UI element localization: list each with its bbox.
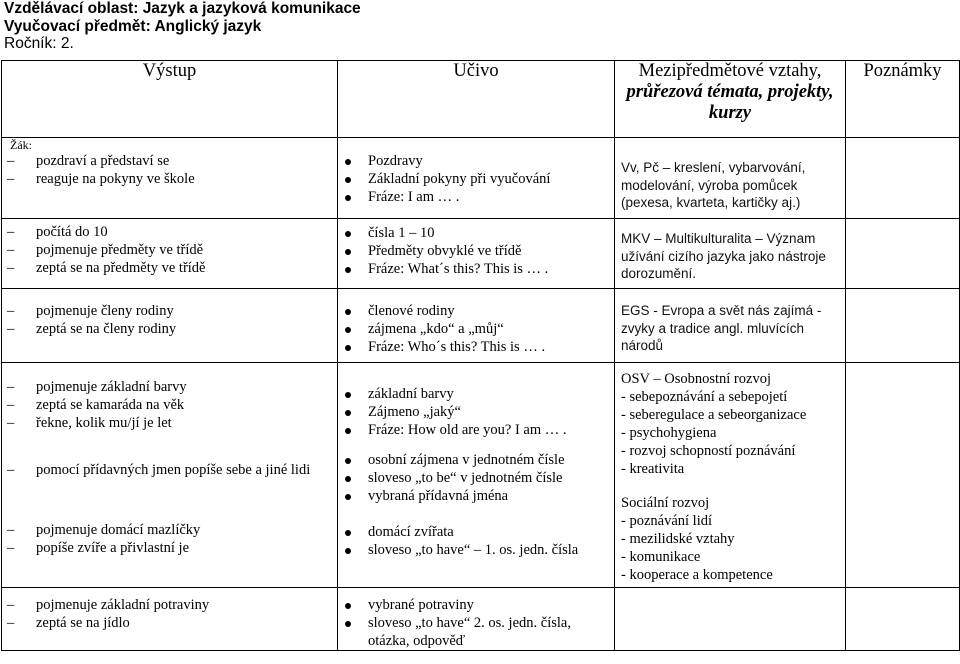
text-osv bbox=[615, 370, 845, 478]
text-line: EGS - Evropa a svět nás zajímá - bbox=[621, 303, 822, 318]
list-item: – pojmenuje základní potraviny bbox=[2, 596, 337, 614]
col-header-poznamky: Poznámky bbox=[846, 61, 960, 138]
curriculum-table bbox=[1, 60, 960, 651]
list-item: Zájmeno „jaký“ bbox=[338, 403, 614, 421]
list-ucivo bbox=[338, 385, 614, 439]
table-row bbox=[2, 363, 960, 588]
cell-poznamky bbox=[846, 138, 960, 219]
text-mezipredmetove bbox=[615, 159, 845, 212]
list-item: – pojmenuje základní barvy bbox=[2, 378, 337, 396]
list-item: – zeptá se na předměty ve třídě bbox=[2, 259, 337, 277]
text-line: - sebepoznávání a sebepojetí bbox=[621, 389, 788, 405]
list-ucivo bbox=[338, 451, 614, 505]
cell-ucivo bbox=[338, 289, 615, 363]
list-item: – zeptá se kamaráda na věk bbox=[2, 396, 337, 414]
list-item: zájmena „kdo“ a „můj“ bbox=[338, 320, 614, 338]
col-header-line: Mezipředmětové vztahy, bbox=[638, 61, 822, 81]
list-item: – popíše zvíře a přivlastní je bbox=[2, 539, 337, 557]
list-item: Pozdravy bbox=[338, 152, 614, 170]
list-item: Fráze: Who´s this? This is … . bbox=[338, 338, 614, 356]
list-item: – pojmenuje členy rodiny bbox=[2, 302, 337, 320]
list-item: vybraná přídavná jména bbox=[338, 487, 614, 505]
document-header bbox=[4, 0, 361, 53]
list-vystup bbox=[2, 223, 337, 277]
list-vystup bbox=[2, 521, 337, 557]
table-row bbox=[2, 588, 960, 651]
list-vystup bbox=[2, 152, 337, 188]
list-item-continuation: otázka, odpověď bbox=[368, 633, 466, 649]
list-item: sloveso „to be“ v jednotném čísle bbox=[338, 469, 614, 487]
text-line: Sociální rozvoj bbox=[621, 495, 710, 511]
table-row bbox=[2, 289, 960, 363]
cell-mezipredmetove bbox=[615, 219, 846, 289]
text-line: - psychohygiena bbox=[621, 425, 717, 441]
col-header-line: kurzy bbox=[708, 103, 752, 123]
list-item: – pomocí přídavných jmen popíše sebe a jiné lidi bbox=[2, 461, 337, 479]
list-vystup bbox=[2, 596, 337, 632]
text-line: - mezilidské vztahy bbox=[621, 531, 735, 547]
list-item: – pojmenuje domácí mazlíčky bbox=[2, 521, 337, 539]
list-item: – zeptá se na jídlo bbox=[2, 614, 337, 632]
cell-poznamky bbox=[846, 289, 960, 363]
table-row bbox=[2, 138, 960, 219]
list-item: – zeptá se na členy rodiny bbox=[2, 320, 337, 338]
text-line: - komunikace bbox=[621, 549, 701, 565]
cell-vystup bbox=[2, 588, 338, 651]
cell-ucivo bbox=[338, 219, 615, 289]
header-area: Vzdělávací oblast: Jazyk a jazyková komunikace bbox=[4, 0, 361, 17]
cell-mezipredmetove bbox=[615, 289, 846, 363]
text-mezipredmetove bbox=[615, 302, 845, 355]
text-line: OSV – Osobnostní rozvoj bbox=[621, 371, 771, 387]
text-line: Vv, Pč – kreslení, vybarvování, bbox=[621, 160, 806, 175]
list-item: Základní pokyny při vyučování bbox=[338, 170, 614, 188]
list-item: sloveso „to have“ 2. os. jedn. čísla, bbox=[338, 614, 614, 632]
header-grade: Ročník: 2. bbox=[4, 35, 74, 52]
text-line: dorozumění. bbox=[621, 266, 697, 281]
text-line: MKV – Multikulturalita – Význam bbox=[621, 231, 816, 246]
col-header-ucivo: Učivo bbox=[338, 61, 615, 138]
cell-poznamky bbox=[846, 219, 960, 289]
zak-label: Žák: bbox=[10, 138, 32, 152]
list-ucivo bbox=[338, 596, 614, 632]
list-item: Předměty obvyklé ve třídě bbox=[338, 242, 614, 260]
list-ucivo bbox=[338, 224, 614, 278]
list-item: Fráze: I am … . bbox=[338, 188, 614, 206]
text-line: národů bbox=[621, 338, 664, 353]
list-item: – pojmenuje předměty ve třídě bbox=[2, 241, 337, 259]
list-item: členové rodiny bbox=[338, 302, 614, 320]
list-ucivo bbox=[338, 302, 614, 356]
list-item: osobní zájmena v jednotném čísle bbox=[338, 451, 614, 469]
cell-mezipredmetove bbox=[615, 138, 846, 219]
table-row bbox=[2, 219, 960, 289]
text-line: - poznávání lidí bbox=[621, 513, 713, 529]
text-line: - rozvoj schopností poznávání bbox=[621, 443, 796, 459]
list-vystup bbox=[2, 302, 337, 338]
list-item: sloveso „to have“ – 1. os. jedn. čísla bbox=[338, 541, 614, 559]
text-line: - kreativita bbox=[621, 461, 685, 477]
text-line: užívání cizího jazyka jako nástroje bbox=[621, 248, 826, 264]
list-item: Fráze: How old are you? I am … . bbox=[338, 421, 614, 439]
cell-vystup bbox=[2, 138, 338, 219]
list-ucivo bbox=[338, 152, 614, 206]
list-item: vybrané potraviny bbox=[338, 596, 614, 614]
cell-vystup bbox=[2, 219, 338, 289]
list-ucivo bbox=[338, 523, 614, 559]
text-line: - seberegulace a sebeorganizace bbox=[621, 407, 807, 423]
list-item: domácí zvířata bbox=[338, 523, 614, 541]
text-socialni-rozvoj bbox=[615, 494, 845, 584]
text-line: modelování, výroba pomůcek bbox=[621, 177, 798, 193]
cell-ucivo bbox=[338, 138, 615, 219]
col-header-line: průřezová témata, projekty, bbox=[626, 82, 834, 102]
cell-ucivo bbox=[338, 588, 615, 651]
table-header-row bbox=[2, 61, 960, 138]
list-item: – řekne, kolik mu/jí je let bbox=[2, 414, 337, 432]
cell-vystup bbox=[2, 289, 338, 363]
cell-mezipredmetove bbox=[615, 588, 846, 651]
list-vystup bbox=[2, 461, 337, 479]
header-subject: Vyučovací předmět: Anglický jazyk bbox=[4, 17, 262, 35]
cell-poznamky bbox=[846, 363, 960, 588]
list-item: základní barvy bbox=[338, 385, 614, 403]
text-line: - kooperace a kompetence bbox=[621, 567, 773, 583]
cell-vystup bbox=[2, 363, 338, 588]
list-vystup bbox=[2, 378, 337, 432]
text-mezipredmetove bbox=[615, 230, 845, 283]
cell-poznamky bbox=[846, 588, 960, 651]
cell-ucivo bbox=[338, 363, 615, 588]
list-item: Fráze: What´s this? This is … . bbox=[338, 260, 614, 278]
list-item: – počítá do 10 bbox=[2, 223, 337, 241]
list-item: – reaguje na pokyny ve škole bbox=[2, 170, 337, 188]
list-item: – pozdraví a představí se bbox=[2, 152, 337, 170]
text-line: (pexesa, kvarteta, kartičky aj.) bbox=[621, 195, 801, 210]
list-item: čísla 1 – 10 bbox=[338, 224, 614, 242]
col-header-mezipredmetove bbox=[615, 61, 846, 138]
cell-mezipredmetove bbox=[615, 363, 846, 588]
col-header-vystup: Výstup bbox=[2, 61, 338, 138]
text-line: zvyky a tradice angl. mluvících bbox=[621, 320, 805, 336]
